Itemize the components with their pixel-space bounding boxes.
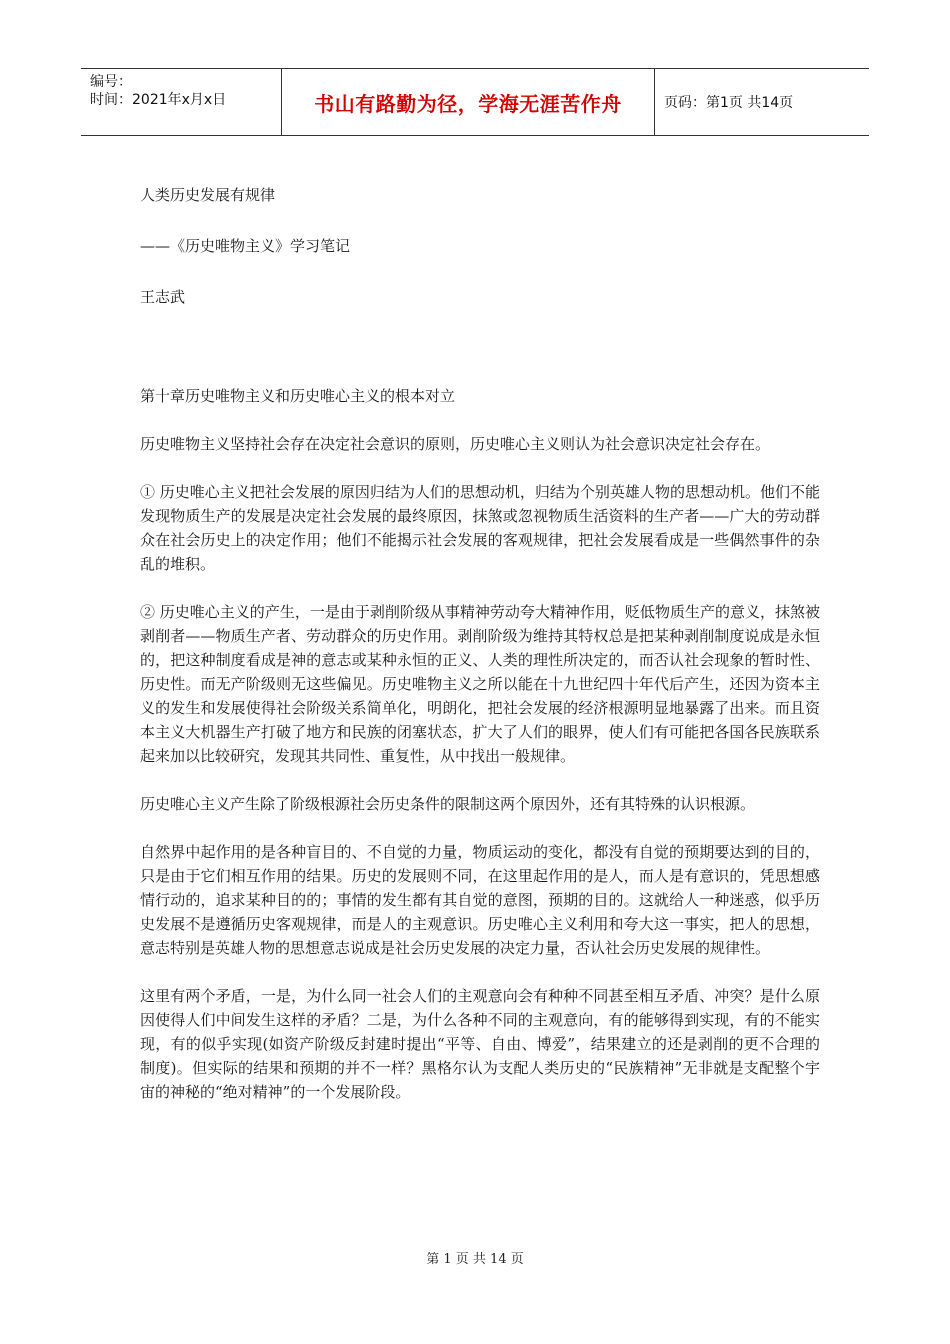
- chapter-heading: 第十章历史唯物主义和历史唯心主义的根本对立: [140, 387, 456, 405]
- paragraph: 历史唯心主义产生除了阶级根源社会历史条件的限制这两个原因外，还有其特殊的认识根源。: [140, 795, 756, 813]
- page-header: [81, 68, 869, 136]
- page-footer: [0, 1248, 950, 1267]
- header-motto: 书山有路勤为径，学海无涯苦作舟: [314, 91, 622, 116]
- header-motto-cell: [282, 69, 655, 135]
- header-meta-cell: [81, 69, 282, 135]
- document-body: [140, 183, 820, 1128]
- document-title: 人类历史发展有规律: [140, 186, 276, 204]
- paragraph: ① 历史唯心主义把社会发展的原因归结为人们的思想动机，归结为个别英雄人物的思想动机。他们不能发现物质生产的发展是决定社会发展的最终原因，抹煞或忽视物质生活资料的生产者——广大的劳动群众在社会历史上的决定作用；他们不能揭示社会发展的客观规律，把社会发展看成是一些偶然事件的杂乱的堆积。: [140, 483, 820, 573]
- header-page-code-cell: [655, 69, 869, 135]
- header-page-code: 页码：第1页 共14页: [664, 95, 794, 111]
- paragraph: 这里有两个矛盾，一是，为什么同一社会人们的主观意向会有种种不同甚至相互矛盾、冲突？是什么原因使得人们中间发生这样的矛盾？二是，为什么各种不同的主观意向，有的能够得到实现，有的不能实现，有的似乎实现(如资产阶级反封建时提出“平等、自由、博爱”，结果建立的还是剥削的更不合理的制度)。但实际的结果和预期的并不一样？黑格尔认为支配人类历史的“民族精神”无非就是支配整个宇宙的神秘的“绝对精神”的一个发展阶段。: [140, 987, 820, 1101]
- page-footer-text: 第 1 页 共 14 页: [426, 1252, 524, 1267]
- paragraph: 自然界中起作用的是各种盲目的、不自觉的力量，物质运动的变化，都没有自觉的预期要达到的目的，只是由于它们相互作用的结果。历史的发展则不同，在这里起作用的是人，而人是有意识的，凭思想感情行动的，追求某种目的的；事情的发生都有其自觉的意图，预期的目的。这就给人一种迷惑，似乎历史发展不是遵循历史客观规律，而是人的主观意识。历史唯心主义利用和夸大这一事实，把人的思想，意志特别是英雄人物的思想意志说成是社会历史发展的决定力量，否认社会历史发展的规律性。: [140, 843, 820, 957]
- document-author: 王志武: [140, 288, 186, 306]
- document-subtitle: ——《历史唯物主义》学习笔记: [140, 237, 351, 255]
- paragraph: 历史唯物主义坚持社会存在决定社会意识的原则，历史唯心主义则认为社会意识决定社会存在。: [140, 435, 771, 453]
- document-number-label: 编号：: [90, 74, 132, 90]
- paragraph: ② 历史唯心主义的产生，一是由于剥削阶级从事精神劳动夸大精神作用，贬低物质生产的意义，抹煞被剥削者——物质生产者、劳动群众的历史作用。剥削阶级为维持其特权总是把某种剥削制度说成是永恒的，把这种制度看成是神的意志或某种永恒的正义、人类的理性所决定的，而否认社会现象的暂时性、历史性。而无产阶级则无这些偏见。历史唯物主义之所以能在十九世纪四十年代后产生，还因为资本主义的发生和发展使得社会阶级关系简单化，明朗化，把社会发展的经济根源明显地暴露了出来。而且资本主义大机器生产打破了地方和民族的闭塞状态，扩大了人们的眼界，使人们有可能把各国各民族联系起来加以比较研究，发现其共同性、重复性，从中找出一般规律。: [140, 603, 820, 765]
- document-date-label: 时间：2021年x月x日: [90, 92, 227, 108]
